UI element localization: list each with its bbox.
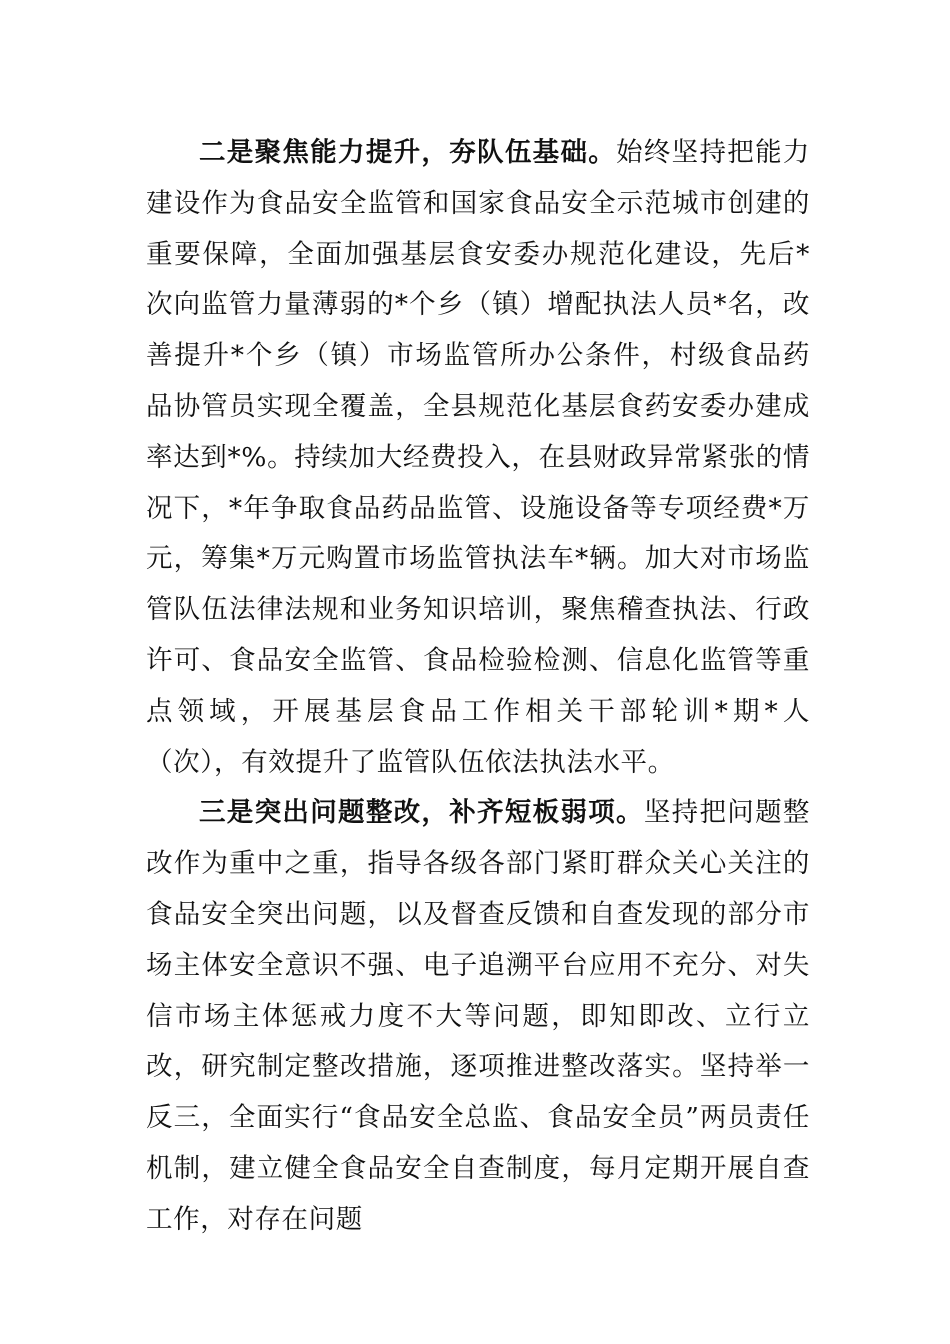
paragraph-body-text: 坚持把问题整改作为重中之重，指导各级各部门紧盯群众关心关注的食品安全突出问题，以及督查反馈和自查发现的部分市场主体安全意识不强、电子追溯平台应用不充分、对失信市场主体惩戒力度不大等问题，即知即改、立行立改，研究制定整改措施，逐项推进整改落实。坚持举一反三，全面实行“食品安全总监、食品安全员”两员责任机制，建立健全食品安全自查制度，每月定期开展自查工作，对存在问题 — [146, 797, 810, 1235]
paragraph-lead-heading: 三是突出问题整改，补齐短板弱项。 — [199, 797, 644, 829]
paragraph-body-text: 始终坚持把能力建设作为食品安全监管和国家食品安全示范城市创建的重要保障，全面加强基层食安委办规范化建设，先后*次向监管力量薄弱的*个乡（镇）增配执法人员*名，改善提升*个乡（镇）市场监管所办公条件，村级食品药品协管员实现全覆盖，全县规范化基层食药安委办建成率达到*%。持续加大经费投入，在县财政异常紧张的情况下，*年争取食品药品监管、设施设备等专项经费*万元，筹集*万元购置市场监管执法车*辆。加大对市场监管队伍法律法规和业务知识培训，聚焦稽查执法、行政许可、食品安全监管、食品检验检测、信息化监管等重点领域，开展基层食品工作相关干部轮训*期*人（次），有效提升了监管队伍依法执法水平。 — [146, 137, 811, 778]
paragraph-problem-rectification — [146, 788, 810, 1245]
document-page — [146, 128, 810, 1246]
paragraph-lead-heading: 二是聚焦能力提升，夯队伍基础。 — [199, 137, 617, 168]
paragraph-capacity-building — [146, 128, 810, 788]
